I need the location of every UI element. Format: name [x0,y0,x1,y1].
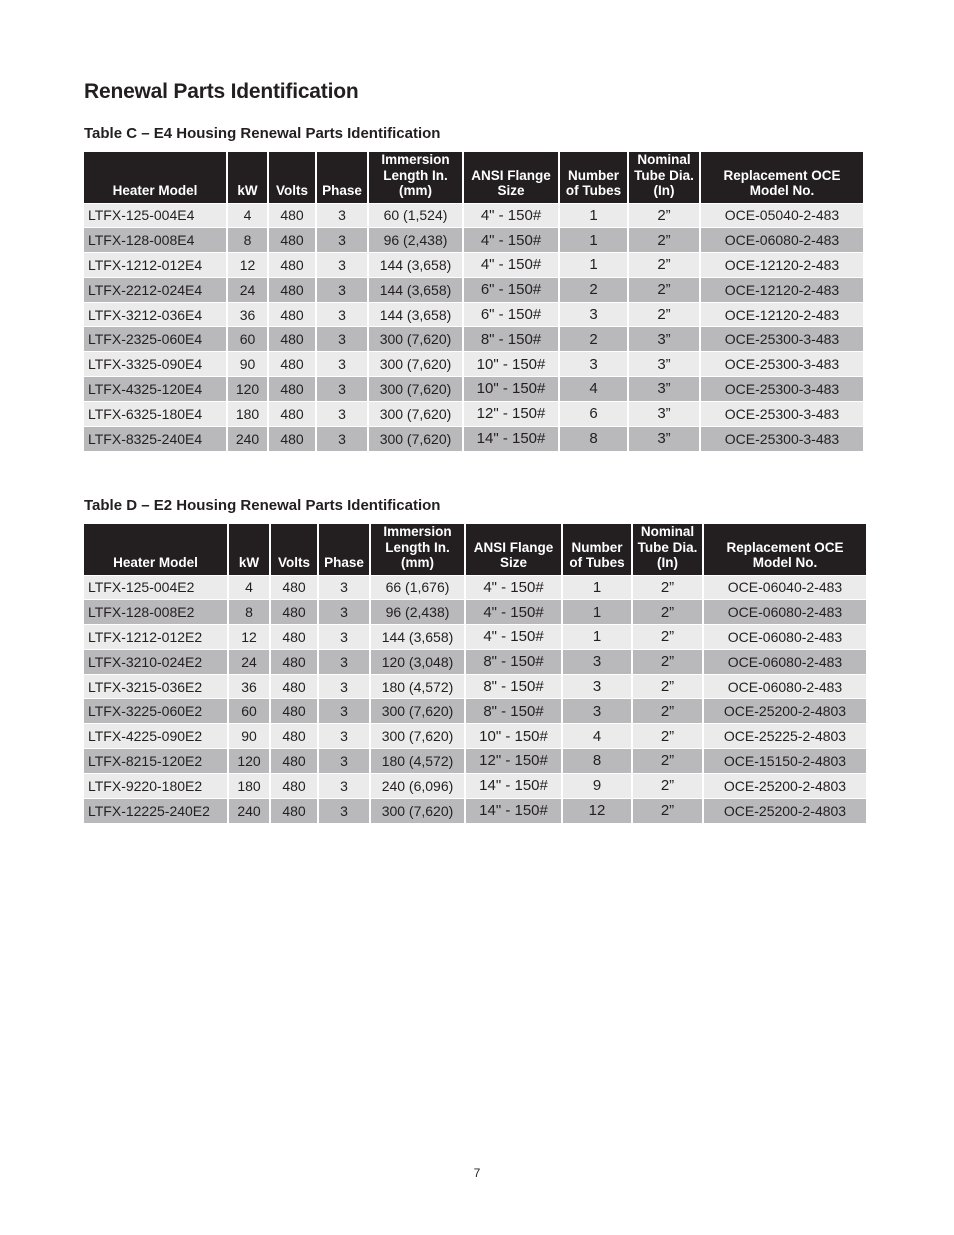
cell-replacement-oce-model: OCE-25300-3-483 [700,426,863,451]
cell-replacement-oce-model: OCE-25225-2-4803 [703,724,866,749]
cell-heater-model: LTFX-125-004E2 [84,575,228,600]
cell-replacement-oce-model: OCE-05040-2-483 [700,203,863,228]
cell-immersion-length: 300 (7,620) [368,377,463,402]
table-c-body [84,203,863,451]
cell-heater-model: LTFX-6325-180E4 [84,401,227,426]
table-row [84,302,863,327]
cell-ansi-flange-size: 12" - 150# [465,749,562,774]
col-header-volts: Volts [268,152,316,203]
cell-heater-model: LTFX-3325-090E4 [84,352,227,377]
cell-ansi-flange-size: 14" - 150# [463,426,559,451]
cell-replacement-oce-model: OCE-25200-2-4803 [703,798,866,823]
cell-replacement-oce-model: OCE-06080-2-483 [703,649,866,674]
cell-number-of-tubes: 2 [559,327,628,352]
cell-heater-model: LTFX-2325-060E4 [84,327,227,352]
col-header-number-of-tubes: Number of Tubes [562,524,632,575]
cell-number-of-tubes: 1 [559,253,628,278]
col-header-nominal-tube-dia: Nominal Tube Dia. (In) [628,152,700,203]
cell-phase: 3 [318,625,370,650]
cell-volts: 480 [270,798,318,823]
cell-ansi-flange-size: 4" - 150# [465,575,562,600]
cell-heater-model: LTFX-1212-012E4 [84,253,227,278]
cell-kw: 8 [227,228,268,253]
cell-phase: 3 [316,377,368,402]
cell-volts: 480 [270,575,318,600]
table-row [84,277,863,302]
cell-heater-model: LTFX-3212-036E4 [84,302,227,327]
table-row [84,352,863,377]
cell-ansi-flange-size: 14" - 150# [465,798,562,823]
table-row [84,674,866,699]
cell-ansi-flange-size: 10" - 150# [463,377,559,402]
cell-number-of-tubes: 12 [562,798,632,823]
cell-volts: 480 [270,649,318,674]
col-header-kw: kW [227,152,268,203]
cell-nominal-tube-dia: 2” [628,203,700,228]
table-d [84,524,866,823]
cell-phase: 3 [316,277,368,302]
table-c-title: Table C – E4 Housing Renewal Parts Identification [84,125,441,142]
cell-nominal-tube-dia: 2” [628,228,700,253]
table-row [84,575,866,600]
cell-kw: 120 [227,377,268,402]
cell-nominal-tube-dia: 2” [632,674,703,699]
cell-kw: 36 [228,674,270,699]
col-header-ansi-flange-size: ANSI Flange Size [463,152,559,203]
table-row [84,699,866,724]
cell-number-of-tubes: 3 [559,352,628,377]
cell-kw: 60 [227,327,268,352]
table-row [84,253,863,278]
cell-immersion-length: 144 (3,658) [368,253,463,278]
cell-heater-model: LTFX-125-004E4 [84,203,227,228]
cell-kw: 36 [227,302,268,327]
cell-number-of-tubes: 6 [559,401,628,426]
table-d-body [84,575,866,823]
cell-number-of-tubes: 8 [562,749,632,774]
cell-number-of-tubes: 8 [559,426,628,451]
cell-kw: 240 [228,798,270,823]
cell-replacement-oce-model: OCE-25300-3-483 [700,327,863,352]
cell-volts: 480 [270,674,318,699]
cell-number-of-tubes: 3 [562,674,632,699]
cell-volts: 480 [268,352,316,377]
cell-heater-model: LTFX-12225-240E2 [84,798,228,823]
cell-nominal-tube-dia: 2” [632,625,703,650]
cell-ansi-flange-size: 4" - 150# [463,253,559,278]
cell-volts: 480 [268,253,316,278]
cell-immersion-length: 144 (3,658) [370,625,465,650]
cell-phase: 3 [318,600,370,625]
cell-replacement-oce-model: OCE-12120-2-483 [700,253,863,278]
cell-nominal-tube-dia: 2” [632,724,703,749]
cell-kw: 12 [228,625,270,650]
cell-nominal-tube-dia: 2” [628,277,700,302]
table-row [84,724,866,749]
cell-immersion-length: 144 (3,658) [368,302,463,327]
col-header-replacement-oce: Replacement OCE Model No. [700,152,863,203]
table-row [84,773,866,798]
cell-heater-model: LTFX-1212-012E2 [84,625,228,650]
cell-volts: 480 [268,302,316,327]
col-header-immersion-length: Immersion Length In. (mm) [370,524,465,575]
cell-volts: 480 [268,277,316,302]
cell-immersion-length: 66 (1,676) [370,575,465,600]
cell-heater-model: LTFX-128-008E2 [84,600,228,625]
cell-replacement-oce-model: OCE-06080-2-483 [700,228,863,253]
table-d-header-row [84,524,866,575]
cell-phase: 3 [316,401,368,426]
cell-replacement-oce-model: OCE-15150-2-4803 [703,749,866,774]
table-row [84,600,866,625]
cell-immersion-length: 240 (6,096) [370,773,465,798]
cell-immersion-length: 300 (7,620) [368,352,463,377]
cell-replacement-oce-model: OCE-25200-2-4803 [703,699,866,724]
cell-replacement-oce-model: OCE-25300-3-483 [700,401,863,426]
cell-phase: 3 [318,749,370,774]
cell-nominal-tube-dia: 3” [628,426,700,451]
cell-nominal-tube-dia: 2” [632,749,703,774]
cell-nominal-tube-dia: 2” [628,253,700,278]
cell-kw: 4 [227,203,268,228]
cell-phase: 3 [318,575,370,600]
cell-nominal-tube-dia: 3” [628,327,700,352]
cell-number-of-tubes: 3 [562,649,632,674]
cell-ansi-flange-size: 6" - 150# [463,277,559,302]
page-number: 7 [473,1166,481,1180]
cell-volts: 480 [268,377,316,402]
cell-kw: 90 [228,724,270,749]
table-row [84,401,863,426]
table-row [84,228,863,253]
cell-kw: 4 [228,575,270,600]
cell-heater-model: LTFX-3225-060E2 [84,699,228,724]
col-header-kw: kW [228,524,270,575]
table-row [84,377,863,402]
cell-replacement-oce-model: OCE-06080-2-483 [703,600,866,625]
cell-immersion-length: 144 (3,658) [368,277,463,302]
cell-ansi-flange-size: 8" - 150# [465,699,562,724]
cell-nominal-tube-dia: 2” [628,302,700,327]
cell-heater-model: LTFX-3215-036E2 [84,674,228,699]
cell-heater-model: LTFX-3210-024E2 [84,649,228,674]
cell-immersion-length: 180 (4,572) [370,749,465,774]
cell-immersion-length: 180 (4,572) [370,674,465,699]
cell-immersion-length: 300 (7,620) [370,699,465,724]
cell-number-of-tubes: 9 [562,773,632,798]
cell-replacement-oce-model: OCE-25300-3-483 [700,377,863,402]
cell-phase: 3 [318,649,370,674]
cell-ansi-flange-size: 4" - 150# [463,228,559,253]
cell-phase: 3 [316,253,368,278]
table-c [84,152,863,451]
table-row [84,426,863,451]
cell-kw: 240 [227,426,268,451]
cell-heater-model: LTFX-4325-120E4 [84,377,227,402]
cell-phase: 3 [318,773,370,798]
cell-number-of-tubes: 4 [559,377,628,402]
cell-phase: 3 [316,228,368,253]
cell-phase: 3 [316,426,368,451]
cell-heater-model: LTFX-2212-024E4 [84,277,227,302]
cell-phase: 3 [318,798,370,823]
table-d-title: Table D – E2 Housing Renewal Parts Identification [84,497,441,514]
cell-nominal-tube-dia: 2” [632,649,703,674]
table-row [84,327,863,352]
cell-number-of-tubes: 4 [562,724,632,749]
cell-number-of-tubes: 1 [562,575,632,600]
cell-kw: 24 [227,277,268,302]
cell-kw: 180 [227,401,268,426]
cell-immersion-length: 300 (7,620) [370,724,465,749]
cell-number-of-tubes: 1 [562,600,632,625]
cell-ansi-flange-size: 8" - 150# [465,674,562,699]
cell-phase: 3 [316,203,368,228]
cell-volts: 480 [270,625,318,650]
cell-ansi-flange-size: 4" - 150# [463,203,559,228]
cell-volts: 480 [268,426,316,451]
cell-ansi-flange-size: 10" - 150# [463,352,559,377]
cell-replacement-oce-model: OCE-06040-2-483 [703,575,866,600]
cell-kw: 60 [228,699,270,724]
cell-kw: 90 [227,352,268,377]
cell-replacement-oce-model: OCE-12120-2-483 [700,302,863,327]
cell-nominal-tube-dia: 2” [632,773,703,798]
cell-ansi-flange-size: 6" - 150# [463,302,559,327]
cell-volts: 480 [270,749,318,774]
col-header-immersion-length: Immersion Length In. (mm) [368,152,463,203]
cell-phase: 3 [316,302,368,327]
cell-nominal-tube-dia: 2” [632,699,703,724]
cell-volts: 480 [268,401,316,426]
cell-ansi-flange-size: 8" - 150# [465,649,562,674]
cell-ansi-flange-size: 12" - 150# [463,401,559,426]
cell-number-of-tubes: 3 [559,302,628,327]
cell-number-of-tubes: 2 [559,277,628,302]
table-c-header-row [84,152,863,203]
cell-ansi-flange-size: 14" - 150# [465,773,562,798]
col-header-ansi-flange-size: ANSI Flange Size [465,524,562,575]
col-header-phase: Phase [318,524,370,575]
cell-kw: 24 [228,649,270,674]
cell-heater-model: LTFX-9220-180E2 [84,773,228,798]
cell-immersion-length: 300 (7,620) [368,401,463,426]
cell-replacement-oce-model: OCE-12120-2-483 [700,277,863,302]
cell-nominal-tube-dia: 3” [628,401,700,426]
table-row [84,798,866,823]
page-title: Renewal Parts Identification [84,80,359,103]
cell-immersion-length: 96 (2,438) [370,600,465,625]
cell-phase: 3 [318,674,370,699]
cell-immersion-length: 120 (3,048) [370,649,465,674]
cell-kw: 8 [228,600,270,625]
cell-volts: 480 [270,724,318,749]
cell-replacement-oce-model: OCE-06080-2-483 [703,674,866,699]
cell-nominal-tube-dia: 2” [632,575,703,600]
cell-immersion-length: 96 (2,438) [368,228,463,253]
col-header-replacement-oce: Replacement OCE Model No. [703,524,866,575]
cell-number-of-tubes: 3 [562,699,632,724]
cell-number-of-tubes: 1 [559,203,628,228]
cell-ansi-flange-size: 4" - 150# [465,600,562,625]
table-row [84,749,866,774]
cell-heater-model: LTFX-128-008E4 [84,228,227,253]
cell-ansi-flange-size: 8" - 150# [463,327,559,352]
cell-immersion-length: 300 (7,620) [368,426,463,451]
cell-nominal-tube-dia: 3” [628,352,700,377]
cell-kw: 12 [227,253,268,278]
col-header-heater-model: Heater Model [84,152,227,203]
cell-heater-model: LTFX-8215-120E2 [84,749,228,774]
cell-replacement-oce-model: OCE-25200-2-4803 [703,773,866,798]
col-header-number-of-tubes: Number of Tubes [559,152,628,203]
table-row [84,203,863,228]
cell-phase: 3 [316,352,368,377]
cell-phase: 3 [316,327,368,352]
cell-volts: 480 [268,203,316,228]
cell-immersion-length: 300 (7,620) [368,327,463,352]
cell-volts: 480 [270,699,318,724]
cell-immersion-length: 300 (7,620) [370,798,465,823]
col-header-heater-model: Heater Model [84,524,228,575]
cell-volts: 480 [270,773,318,798]
cell-nominal-tube-dia: 3” [628,377,700,402]
table-row [84,625,866,650]
cell-replacement-oce-model: OCE-25300-3-483 [700,352,863,377]
col-header-phase: Phase [316,152,368,203]
cell-nominal-tube-dia: 2” [632,600,703,625]
cell-heater-model: LTFX-8325-240E4 [84,426,227,451]
cell-number-of-tubes: 1 [559,228,628,253]
cell-immersion-length: 60 (1,524) [368,203,463,228]
cell-volts: 480 [268,228,316,253]
cell-number-of-tubes: 1 [562,625,632,650]
cell-phase: 3 [318,724,370,749]
cell-phase: 3 [318,699,370,724]
col-header-nominal-tube-dia: Nominal Tube Dia. (In) [632,524,703,575]
cell-ansi-flange-size: 10" - 150# [465,724,562,749]
table-row [84,649,866,674]
cell-heater-model: LTFX-4225-090E2 [84,724,228,749]
cell-kw: 180 [228,773,270,798]
cell-volts: 480 [268,327,316,352]
cell-kw: 120 [228,749,270,774]
cell-ansi-flange-size: 4" - 150# [465,625,562,650]
cell-nominal-tube-dia: 2” [632,798,703,823]
cell-replacement-oce-model: OCE-06080-2-483 [703,625,866,650]
cell-volts: 480 [270,600,318,625]
col-header-volts: Volts [270,524,318,575]
